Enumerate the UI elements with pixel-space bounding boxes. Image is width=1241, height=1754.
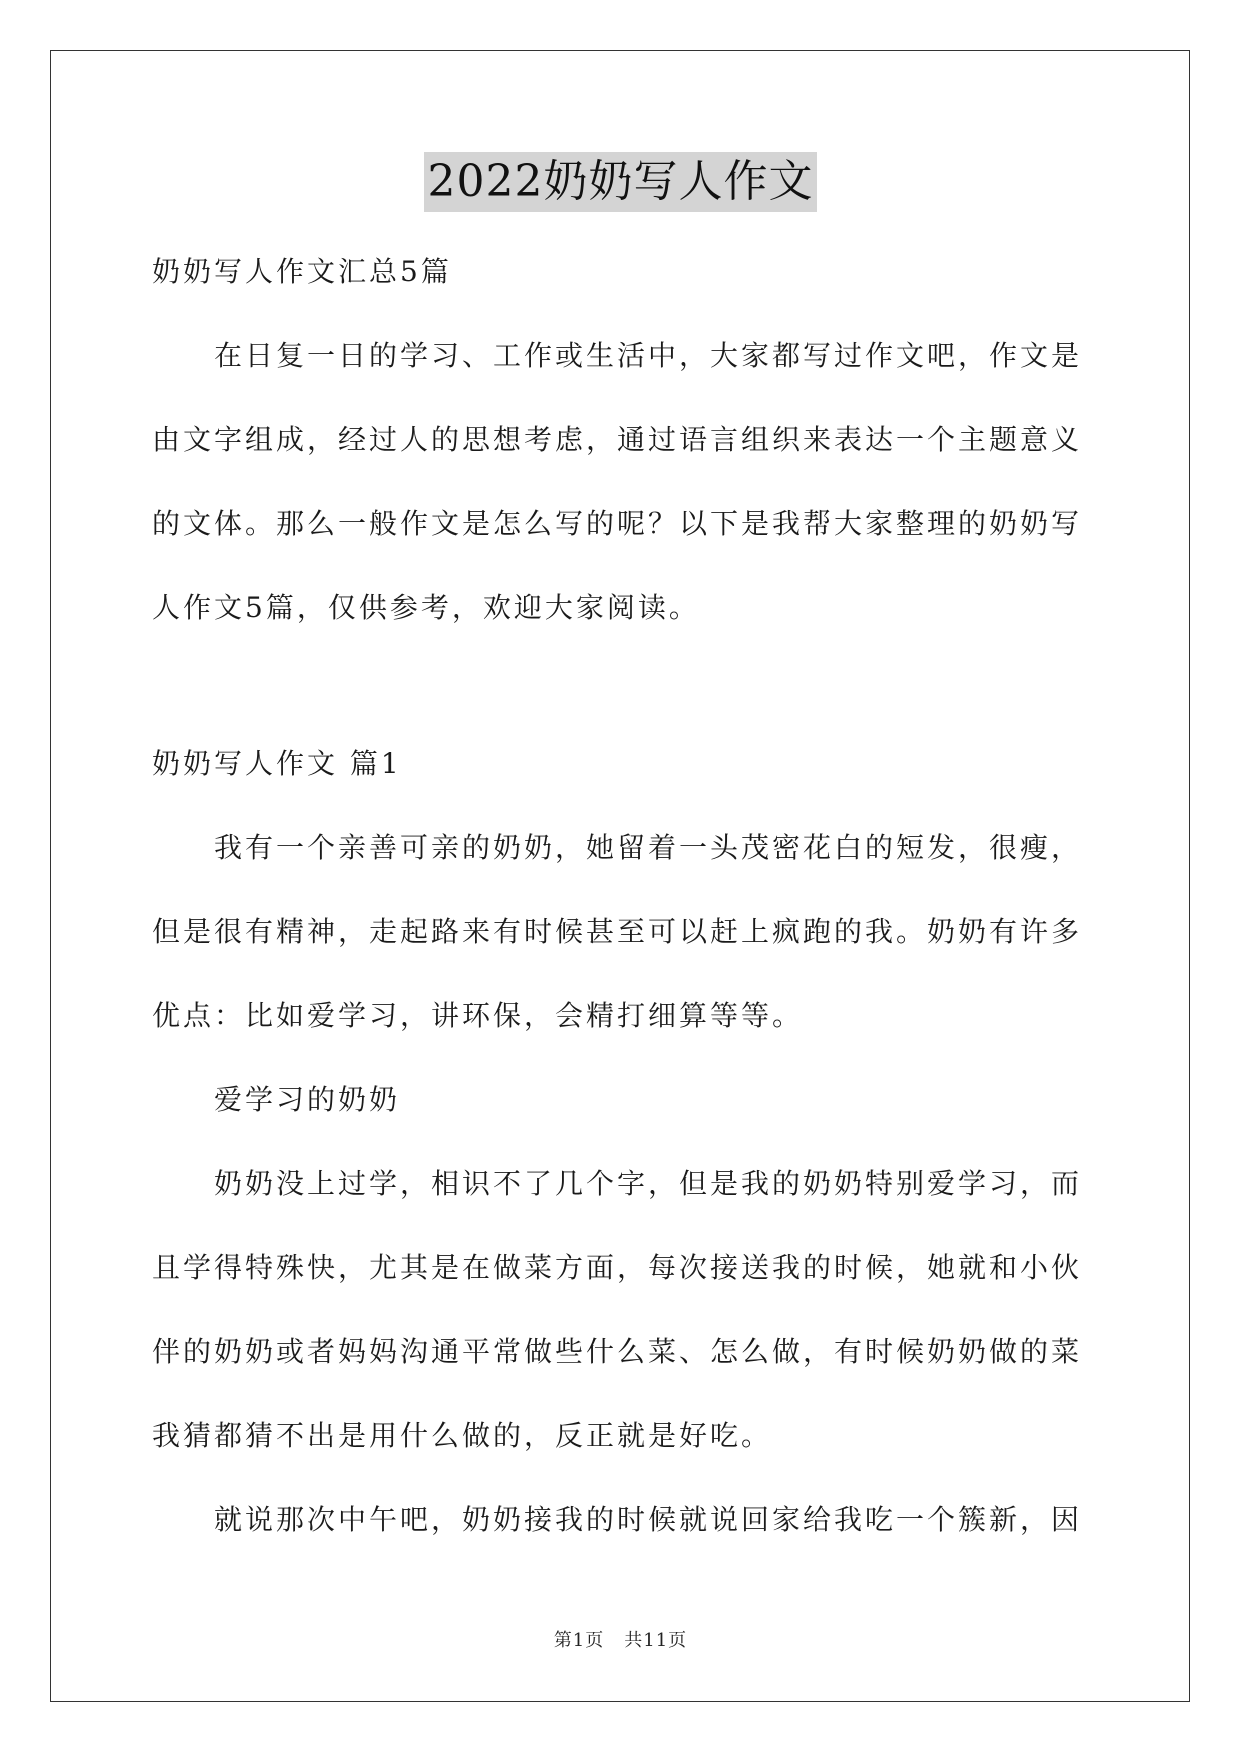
- intro-line: 由文字组成，经过人的思想考虑，通过语言组织来表达一个主题意义: [152, 423, 1083, 456]
- paragraph-line: 但是很有精神，走起路来有时候甚至可以赶上疯跑的我。奶奶有许多: [152, 915, 1083, 948]
- document-subtitle: 奶奶写人作文汇总5篇: [152, 255, 452, 288]
- paragraph-line: 伴的奶奶或者妈妈沟通平常做些什么菜、怎么做，有时候奶奶做的菜: [152, 1335, 1083, 1368]
- intro-line: 的文体。那么一般作文是怎么写的呢？以下是我帮大家整理的奶奶写: [152, 507, 1083, 540]
- paragraph-line: 优点：比如爱学习，讲环保，会精打细算等等。: [152, 999, 804, 1032]
- section-gap: [152, 650, 1092, 722]
- title-container: [0, 152, 1241, 212]
- document-body: [152, 230, 1092, 1562]
- paragraph-line: 我有一个亲善可亲的奶奶，她留着一头茂密花白的短发，很瘦，: [214, 831, 1083, 864]
- page-number: 第1页: [553, 1630, 605, 1651]
- total-pages: 共11页: [624, 1630, 688, 1651]
- intro-line: 人作文5篇，仅供参考，欢迎大家阅读。: [152, 591, 700, 624]
- paragraph-line: 我猜都猜不出是用什么做的，反正就是好吃。: [152, 1419, 773, 1452]
- paragraph-line: 就说那次中午吧，奶奶接我的时候就说回家给我吃一个簇新，因: [214, 1503, 1083, 1536]
- intro-line: 在日复一日的学习、工作或生活中，大家都写过作文吧，作文是: [214, 339, 1083, 372]
- document-title: 2022奶奶写人作文: [424, 152, 818, 212]
- section-heading: 奶奶写人作文 篇1: [152, 747, 402, 780]
- section-subheading: 爱学习的奶奶: [214, 1083, 401, 1116]
- paragraph-line: 奶奶没上过学，相识不了几个字，但是我的奶奶特别爱学习，而: [214, 1167, 1083, 1200]
- page-footer: [0, 1626, 1241, 1652]
- paragraph-line: 且学得特殊快，尤其是在做菜方面，每次接送我的时候，她就和小伙: [152, 1251, 1083, 1284]
